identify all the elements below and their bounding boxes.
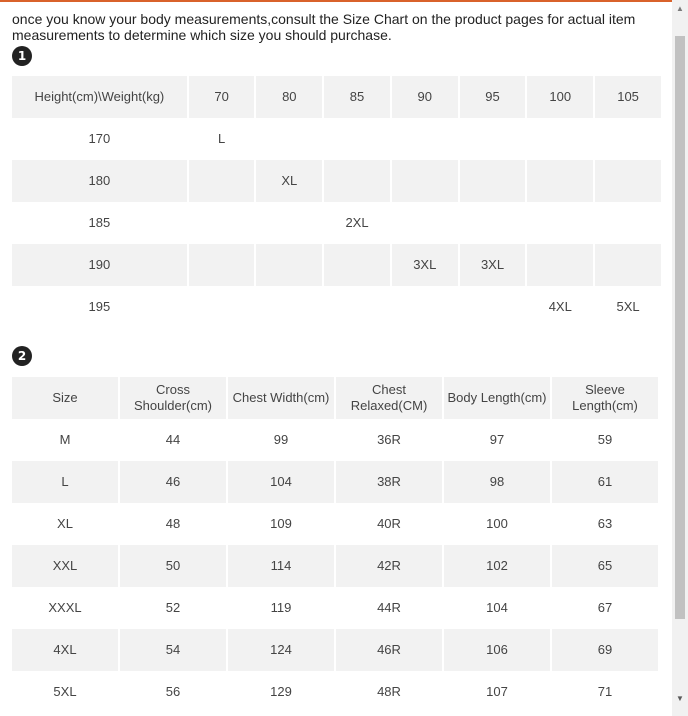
table-cell <box>324 286 390 328</box>
scroll-up-arrow-icon[interactable]: ▲ <box>676 4 684 13</box>
table-cell <box>595 244 661 286</box>
table-cell <box>189 244 255 286</box>
table-cell: 3XL <box>392 244 458 286</box>
table-cell <box>392 160 458 202</box>
table-cell <box>256 118 322 160</box>
table-cell <box>256 244 322 286</box>
table-cell: 98 <box>444 461 550 503</box>
table-cell: 99 <box>228 419 334 461</box>
table-header-row <box>12 76 661 118</box>
table-cell: 5XL <box>595 286 661 328</box>
table-cell <box>392 118 458 160</box>
table-cell <box>527 244 593 286</box>
table-cell: 38R <box>336 461 442 503</box>
table-cell: 71 <box>552 671 658 713</box>
table-header-cell: Cross Shoulder(cm) <box>120 377 226 419</box>
table-header-cell: 90 <box>392 76 458 118</box>
table-cell: XL <box>12 503 118 545</box>
table-cell: 2XL <box>324 202 390 244</box>
table-header-cell: 70 <box>189 76 255 118</box>
table-header-cell: 95 <box>460 76 526 118</box>
table-row <box>12 587 658 629</box>
table-cell: 56 <box>120 671 226 713</box>
table-header-row <box>12 377 658 419</box>
table-cell: 54 <box>120 629 226 671</box>
vertical-scrollbar[interactable] <box>672 0 688 716</box>
table-cell: 180 <box>12 160 187 202</box>
table-cell: 48 <box>120 503 226 545</box>
table-cell <box>595 160 661 202</box>
height-weight-size-table <box>10 76 663 328</box>
table-cell: 5XL <box>12 671 118 713</box>
table-header-cell: Chest Width(cm) <box>228 377 334 419</box>
table-row <box>12 160 661 202</box>
table-cell: XXL <box>12 545 118 587</box>
table-cell: 124 <box>228 629 334 671</box>
table-cell <box>324 244 390 286</box>
table-cell: 190 <box>12 244 187 286</box>
table-cell <box>460 286 526 328</box>
table-cell: 170 <box>12 118 187 160</box>
table-cell: L <box>189 118 255 160</box>
table-cell <box>189 202 255 244</box>
table-header-cell: Body Length(cm) <box>444 377 550 419</box>
table-cell: L <box>12 461 118 503</box>
table-cell: 48R <box>336 671 442 713</box>
table-row <box>12 671 658 713</box>
table-cell: 100 <box>444 503 550 545</box>
table-header-cell: Height(cm)\Weight(kg) <box>12 76 187 118</box>
section-2-badge: 2 <box>12 346 32 366</box>
table-header-cell: 105 <box>595 76 661 118</box>
table-header-cell: Chest Relaxed(CM) <box>336 377 442 419</box>
table-cell: XXXL <box>12 587 118 629</box>
scrollbar-thumb[interactable] <box>675 36 685 619</box>
scroll-down-arrow-icon[interactable]: ▼ <box>676 694 684 703</box>
table-cell <box>460 202 526 244</box>
table-cell: 44 <box>120 419 226 461</box>
table-row <box>12 286 661 328</box>
table-row <box>12 503 658 545</box>
table-cell: 104 <box>228 461 334 503</box>
top-accent-bar <box>0 0 672 2</box>
table-cell: 65 <box>552 545 658 587</box>
table-row <box>12 202 661 244</box>
table-row <box>12 419 658 461</box>
table-cell <box>392 202 458 244</box>
table-cell <box>256 286 322 328</box>
table-cell <box>527 160 593 202</box>
table-cell: M <box>12 419 118 461</box>
table-cell: XL <box>256 160 322 202</box>
table-cell: 97 <box>444 419 550 461</box>
table-cell <box>256 202 322 244</box>
table-cell <box>527 118 593 160</box>
table-cell <box>189 160 255 202</box>
table-row <box>12 461 658 503</box>
table-cell: 129 <box>228 671 334 713</box>
table-row <box>12 629 658 671</box>
table-header-cell: Size <box>12 377 118 419</box>
table-cell <box>189 286 255 328</box>
intro-text: once you know your body measurements,consult the Size Chart on the product pages for actual item measurements to determine which size you should purchase. <box>12 11 636 43</box>
table-cell: 36R <box>336 419 442 461</box>
table-row <box>12 244 661 286</box>
table-cell: 104 <box>444 587 550 629</box>
table-cell: 195 <box>12 286 187 328</box>
table-cell <box>460 160 526 202</box>
table-cell <box>392 286 458 328</box>
table-header-cell: 80 <box>256 76 322 118</box>
table-cell: 59 <box>552 419 658 461</box>
table-cell: 114 <box>228 545 334 587</box>
table-cell: 46 <box>120 461 226 503</box>
table-cell <box>527 202 593 244</box>
table-cell: 50 <box>120 545 226 587</box>
table-cell <box>324 118 390 160</box>
table-cell: 107 <box>444 671 550 713</box>
table-row <box>12 545 658 587</box>
table-cell <box>460 118 526 160</box>
table-cell: 40R <box>336 503 442 545</box>
table-cell: 52 <box>120 587 226 629</box>
table-cell: 69 <box>552 629 658 671</box>
section-1-badge: 1 <box>12 46 32 66</box>
table-cell: 185 <box>12 202 187 244</box>
table-cell: 4XL <box>12 629 118 671</box>
table-cell: 109 <box>228 503 334 545</box>
table-header-cell: 100 <box>527 76 593 118</box>
table-cell: 106 <box>444 629 550 671</box>
table-cell: 119 <box>228 587 334 629</box>
table-cell: 63 <box>552 503 658 545</box>
table-cell <box>595 202 661 244</box>
table-cell: 3XL <box>460 244 526 286</box>
table-cell: 61 <box>552 461 658 503</box>
garment-measurements-table <box>10 377 660 713</box>
table-cell <box>324 160 390 202</box>
table-cell: 46R <box>336 629 442 671</box>
table-cell: 102 <box>444 545 550 587</box>
table-header-cell: Sleeve Length(cm) <box>552 377 658 419</box>
table-header-cell: 85 <box>324 76 390 118</box>
table-cell: 67 <box>552 587 658 629</box>
table-cell: 42R <box>336 545 442 587</box>
table-row <box>12 118 661 160</box>
table-cell: 4XL <box>527 286 593 328</box>
table-cell <box>595 118 661 160</box>
table-cell: 44R <box>336 587 442 629</box>
